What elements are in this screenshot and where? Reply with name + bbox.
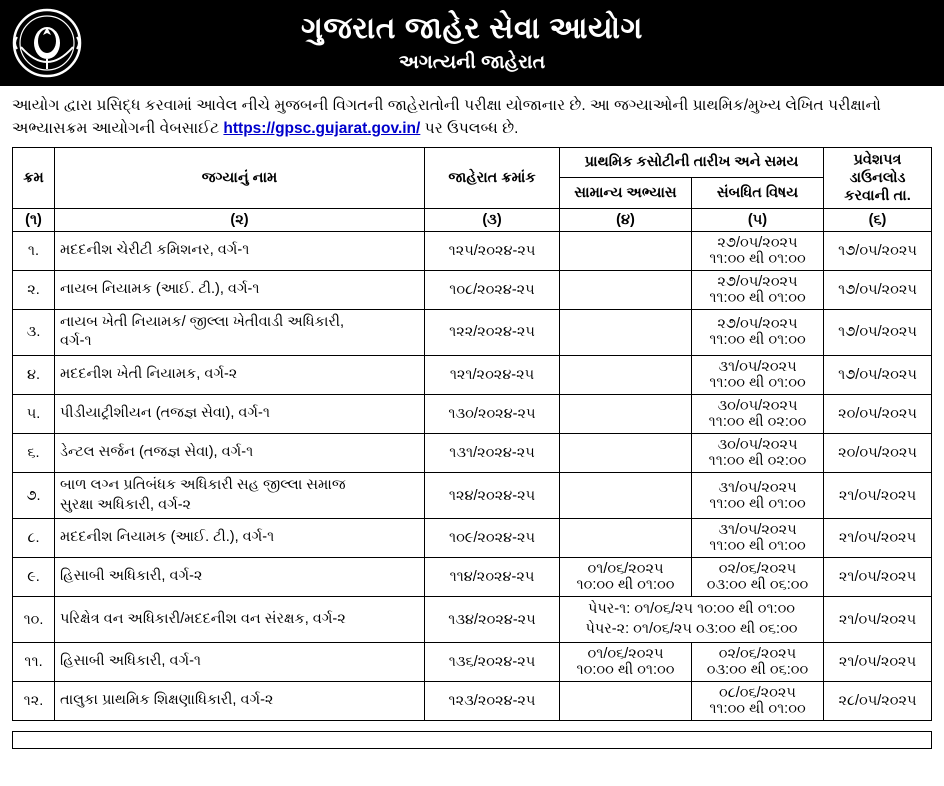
row-related-subject-time: ૨૭/૦૫/૨૦૨૫ ૧૧:૦૦ થી ૦૧:૦૦ (692, 270, 824, 309)
row-admit-card-date: ૨૧/૦૫/૨૦૨૫ (824, 597, 932, 643)
row-advertisement-number: ૧૩૪/૨૦૨૪-૨૫ (425, 597, 560, 643)
row-post-name: પીડીયાટ્રીશીયન (તજજ્ઞ સેવા), વર્ગ-૧ (55, 395, 425, 434)
table-row (13, 597, 932, 643)
row-sr: ૯. (13, 558, 55, 597)
row-advertisement-number: ૧૦૮/૨૦૨૪-૨૫ (425, 270, 560, 309)
header-general-studies: સામાન્ય અભ્યાસ (560, 178, 692, 209)
row-general-studies-time: ૦૧/૦૬/૨૦૨૫ ૧૦:૦૦ થી ૦૧:૦૦ (560, 558, 692, 597)
row-admit-card-date: ૧૭/૦૫/૨૦૨૫ (824, 309, 932, 355)
row-post-name: હિસાબી અધિકારી, વર્ગ-૨ (55, 558, 425, 597)
row-related-subject-time: ૩૧/૦૫/૨૦૨૫ ૧૧:૦૦ થી ૦૧:૦૦ (692, 356, 824, 395)
table-row (13, 309, 932, 355)
row-advertisement-number: ૧૨૧/૨૦૨૪-૨૫ (425, 356, 560, 395)
row-advertisement-number: ૧૨૪/૨૦૨૪-૨૫ (425, 473, 560, 519)
row-sr: ૭. (13, 473, 55, 519)
row-related-subject-time: ૦૮/૦૬/૨૦૨૫ ૧૧:૦૦ થી ૦૧:૦૦ (692, 682, 824, 721)
intro-paragraph (0, 86, 944, 147)
header-admit-card-download: પ્રવેશપત્ર ડાઉનલોડ કરવાની તા. (824, 147, 932, 208)
header-post-name: જગ્યાનું નામ (55, 147, 425, 208)
row-advertisement-number: ૧૦૯/૨૦૨૪-૨૫ (425, 519, 560, 558)
row-admit-card-date: ૨૦/૦૫/૨૦૨૫ (824, 395, 932, 434)
row-post-name: મદદનીશ નિયામક (આઈ. ટી.), વર્ગ-૧ (55, 519, 425, 558)
row-general-studies-time (560, 519, 692, 558)
colnum-6: (૬) (824, 208, 932, 231)
colnum-2: (૨) (55, 208, 425, 231)
row-advertisement-number: ૧૩૦/૨૦૨૪-૨૫ (425, 395, 560, 434)
row-sr: ૬. (13, 434, 55, 473)
row-post-name: પરિક્ષેત્ર વન અધિકારી/મદદનીશ વન સંરક્ષક, વર્ગ-૨ (55, 597, 425, 643)
row-general-studies-time (560, 473, 692, 519)
row-admit-card-date: ૧૭/૦૫/૨૦૨૫ (824, 270, 932, 309)
row-sr: ૮. (13, 519, 55, 558)
row-sr: ૪. (13, 356, 55, 395)
gpsc-emblem-icon (10, 6, 84, 80)
table-row (13, 270, 932, 309)
colnum-3: (૩) (425, 208, 560, 231)
row-post-name: મદદનીશ ખેતી નિયામક, વર્ગ-૨ (55, 356, 425, 395)
colnum-5: (૫) (692, 208, 824, 231)
row-sr: ૧. (13, 231, 55, 270)
page-title: ગુજરાત જાહેર સેવા આયોગ (301, 12, 643, 46)
row-post-name: નાયબ નિયામક (આઈ. ટી.), વર્ગ-૧ (55, 270, 425, 309)
table-row (13, 682, 932, 721)
row-related-subject-time: ૩૦/૦૫/૨૦૨૫ ૧૧:૦૦ થી ૦૨:૦૦ (692, 395, 824, 434)
header-advertisement-number: જાહેરાત ક્રમાંક (425, 147, 560, 208)
row-general-studies-time: ૦૧/૦૬/૨૦૨૫ ૧૦:૦૦ થી ૦૧:૦૦ (560, 643, 692, 682)
row-post-name: હિસાબી અધિકારી, વર્ગ-૧ (55, 643, 425, 682)
row-advertisement-number: ૧૨૫/૨૦૨૪-૨૫ (425, 231, 560, 270)
table-row (13, 231, 932, 270)
table-row (13, 434, 932, 473)
row-exam-time-merged: પેપર-૧: ૦૧/૦૬/૨૫ ૧૦:૦૦ થી ૦૧:૦૦ પેપર-૨: ૦૧/૦૬/૨૫ ૦૩:૦૦ થી ૦૬:૦૦ (560, 597, 824, 643)
document-header (0, 0, 944, 86)
header-sr: ક્રમ (13, 147, 55, 208)
row-general-studies-time (560, 356, 692, 395)
row-sr: ૩. (13, 309, 55, 355)
row-related-subject-time: ૨૭/૦૫/૨૦૨૫ ૧૧:૦૦ થી ૦૧:૦૦ (692, 231, 824, 270)
intro-line-2-suffix: પર ઉપલબ્ધ છે. (420, 120, 519, 138)
row-sr: ૧૧. (13, 643, 55, 682)
header-related-subject: સંબધિત વિષય (692, 178, 824, 209)
row-general-studies-time (560, 395, 692, 434)
intro-line-1: આયોગ દ્વારા પ્રસિદ્ધ કરવામાં આવેલ નીચે મુજબની વિગતની જાહેરાતોની પરીક્ષા યોજાનાર છે. આ જગ્યાઓની પ્રાથમિક/મુખ્ય લેખિત પરીક્ષાનો (12, 97, 881, 114)
table-header-row (13, 147, 932, 178)
colnum-4: (૪) (560, 208, 692, 231)
row-advertisement-number: ૧૩૧/૨૦૨૪-૨૫ (425, 434, 560, 473)
row-general-studies-time (560, 434, 692, 473)
row-advertisement-number: ૧૩૬/૨૦૨૪-૨૫ (425, 643, 560, 682)
table-row (13, 356, 932, 395)
row-admit-card-date: ૨૮/૦૫/૨૦૨૫ (824, 682, 932, 721)
row-sr: ૫. (13, 395, 55, 434)
table-row (13, 643, 932, 682)
row-advertisement-number: ૧૨૩/૨૦૨૪-૨૫ (425, 682, 560, 721)
table-row (13, 473, 932, 519)
row-related-subject-time: ૩૦/૦૫/૨૦૨૫ ૧૧:૦૦ થી ૦૨:૦૦ (692, 434, 824, 473)
bottom-divider-box (12, 731, 932, 749)
row-sr: ૧૨. (13, 682, 55, 721)
row-admit-card-date: ૨૧/૦૫/૨૦૨૫ (824, 558, 932, 597)
header-prelim-group: પ્રાથમિક કસોટીની તારીખ અને સમય (560, 147, 824, 178)
table-row (13, 395, 932, 434)
gpsc-website-link[interactable]: https://gpsc.gujarat.gov.in/ (223, 120, 421, 138)
row-admit-card-date: ૨૦/૦૫/૨૦૨૫ (824, 434, 932, 473)
colnum-1: (૧) (13, 208, 55, 231)
table-row (13, 558, 932, 597)
row-admit-card-date: ૧૭/૦૫/૨૦૨૫ (824, 356, 932, 395)
table-row (13, 519, 932, 558)
row-admit-card-date: ૨૧/૦૫/૨૦૨૫ (824, 519, 932, 558)
exam-schedule-table (12, 147, 932, 722)
row-post-name: ડેન્ટલ સર્જન (તજજ્ઞ સેવા), વર્ગ-૧ (55, 434, 425, 473)
row-post-name: બાળ લગ્ન પ્રતિબંધક અધિકારી સહ જીલ્લા સમાજ સુરક્ષા અધિકારી, વર્ગ-૨ (55, 473, 425, 519)
row-general-studies-time (560, 309, 692, 355)
row-related-subject-time: ૨૭/૦૫/૨૦૨૫ ૧૧:૦૦ થી ૦૧:૦૦ (692, 309, 824, 355)
row-related-subject-time: ૦૨/૦૬/૨૦૨૫ ૦૩:૦૦ થી ૦૬:૦૦ (692, 558, 824, 597)
row-sr: ૧૦. (13, 597, 55, 643)
row-general-studies-time (560, 682, 692, 721)
row-sr: ૨. (13, 270, 55, 309)
row-post-name: મદદનીશ ચેરીટી કમિશનર, વર્ગ-૧ (55, 231, 425, 270)
row-related-subject-time: ૩૧/૦૫/૨૦૨૫ ૧૧:૦૦ થી ૦૧:૦૦ (692, 473, 824, 519)
row-advertisement-number: ૧૨૨/૨૦૨૪-૨૫ (425, 309, 560, 355)
row-general-studies-time (560, 231, 692, 270)
row-post-name: તાલુકા પ્રાથમિક શિક્ષણાધિકારી, વર્ગ-૨ (55, 682, 425, 721)
intro-line-2-prefix: અભ્યાસક્રમ આયોગની વેબસાઈટ (12, 120, 224, 138)
row-admit-card-date: ૨૧/૦૫/૨૦૨૫ (824, 643, 932, 682)
table-column-number-row (13, 208, 932, 231)
table-body (13, 231, 932, 720)
row-advertisement-number: ૧૧૪/૨૦૨૪-૨૫ (425, 558, 560, 597)
page-subtitle: અગત્યની જાહેરાત (398, 51, 546, 73)
row-related-subject-time: ૩૧/૦૫/૨૦૨૫ ૧૧:૦૦ થી ૦૧:૦૦ (692, 519, 824, 558)
row-general-studies-time (560, 270, 692, 309)
row-admit-card-date: ૧૭/૦૫/૨૦૨૫ (824, 231, 932, 270)
row-related-subject-time: ૦૨/૦૬/૨૦૨૫ ૦૩:૦૦ થી ૦૬:૦૦ (692, 643, 824, 682)
row-post-name: નાયબ ખેતી નિયામક/ જીલ્લા ખેતીવાડી અધિકારી, વર્ગ-૧ (55, 309, 425, 355)
row-admit-card-date: ૨૧/૦૫/૨૦૨૫ (824, 473, 932, 519)
